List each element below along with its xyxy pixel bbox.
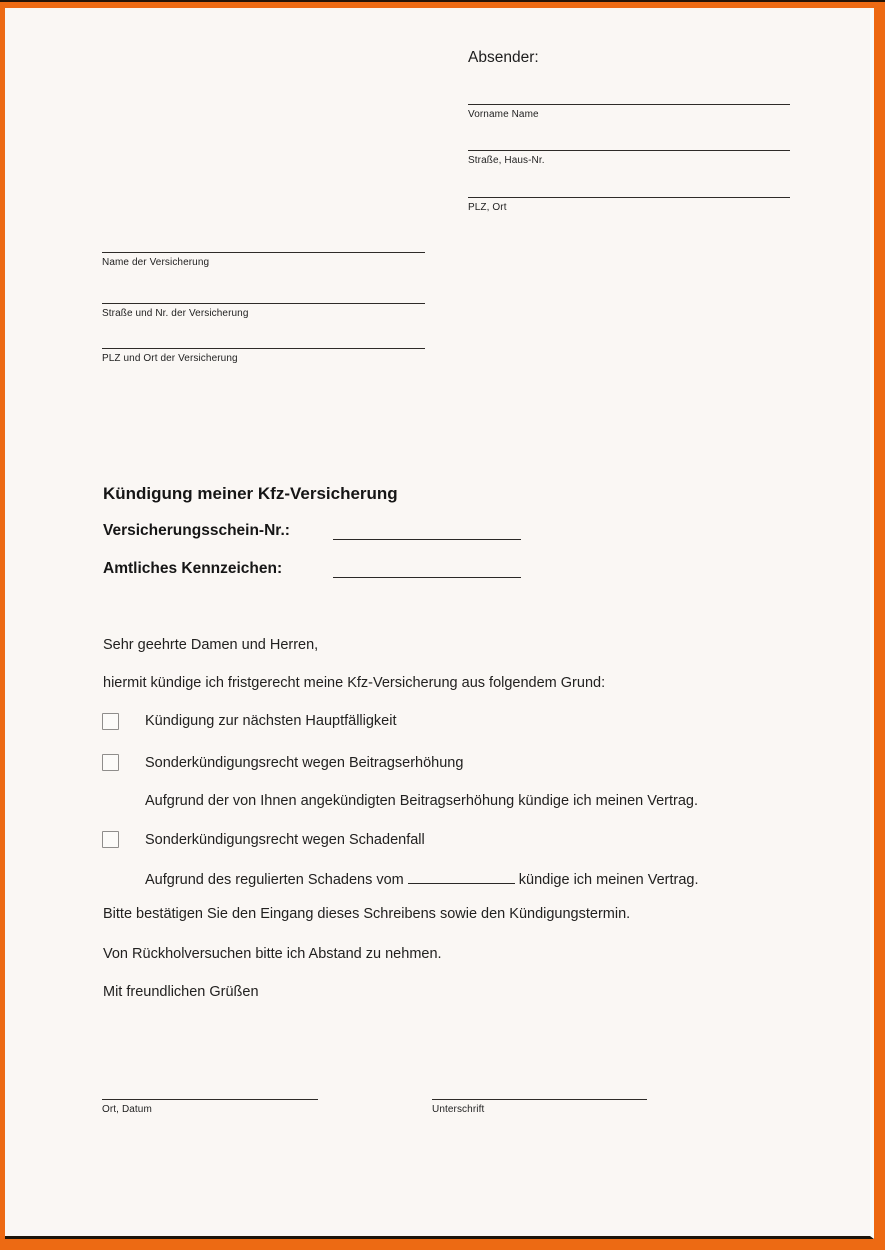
checkbox-schadenfall[interactable] xyxy=(102,831,119,848)
letter-title: Kündigung meiner Kfz-Versicherung xyxy=(103,484,398,503)
reason-hauptfaelligkeit-label: Kündigung zur nächsten Hauptfälligkeit xyxy=(145,713,397,729)
reason-beitragserhoehung-label: Sonderkündigungsrecht wegen Beitragserhöhung xyxy=(145,755,464,771)
license-plate-label: Amtliches Kennzeichen: xyxy=(103,560,283,577)
signature-label: Unterschrift xyxy=(432,1104,485,1115)
sender-heading: Absender: xyxy=(468,49,539,66)
policy-number-input[interactable] xyxy=(333,524,521,540)
sender-street-field[interactable] xyxy=(468,150,790,166)
date-place-field[interactable] xyxy=(102,1099,318,1115)
closing-regards-line: Mit freundlichen Grüßen xyxy=(103,984,259,1000)
sender-city-field[interactable] xyxy=(468,197,790,213)
salutation: Sehr geehrte Damen und Herren, xyxy=(103,637,319,653)
checkbox-beitragserhoehung[interactable] xyxy=(102,754,119,771)
insurer-city-label: PLZ und Ort der Versicherung xyxy=(102,353,238,364)
checkbox-hauptfaelligkeit[interactable] xyxy=(102,713,119,730)
insurer-name-label: Name der Versicherung xyxy=(102,257,210,268)
reason-beitragserhoehung-note: Aufgrund der von Ihnen angekündigten Beitragserhöhung kündige ich meinen Vertrag. xyxy=(145,793,699,809)
date-place-label: Ort, Datum xyxy=(102,1104,152,1115)
policy-number-label: Versicherungsschein-Nr.: xyxy=(103,522,290,539)
schadenfall-note-after: kündige ich meinen Vertrag. xyxy=(518,872,699,888)
reason-schadenfall-note xyxy=(145,870,699,888)
sender-street-label: Straße, Haus-Nr. xyxy=(468,155,545,166)
insurer-street-label: Straße und Nr. der Versicherung xyxy=(102,308,249,319)
insurer-street-field[interactable] xyxy=(102,303,425,319)
insurer-city-field[interactable] xyxy=(102,348,425,364)
sender-name-field[interactable] xyxy=(468,104,790,120)
license-plate-input[interactable] xyxy=(333,562,521,578)
signature-field[interactable] xyxy=(432,1099,647,1115)
schadenfall-note-before: Aufgrund des regulierten Schadens vom xyxy=(145,872,404,888)
closing-no-retention-line: Von Rückholversuchen bitte ich Abstand zu nehmen. xyxy=(103,946,442,962)
sender-city-label: PLZ, Ort xyxy=(468,202,507,213)
closing-confirmation-line: Bitte bestätigen Sie den Eingang dieses Schreibens sowie den Kündigungstermin. xyxy=(103,906,631,922)
letter-content xyxy=(0,2,885,1250)
reason-schadenfall-label: Sonderkündigungsrecht wegen Schadenfall xyxy=(145,832,425,848)
sender-name-label: Vorname Name xyxy=(468,109,539,120)
schaden-datum-blank[interactable] xyxy=(408,870,515,884)
insurer-name-field[interactable] xyxy=(102,252,425,268)
intro-line: hiermit kündige ich fristgerecht meine Kfz-Versicherung aus folgendem Grund: xyxy=(103,675,606,691)
